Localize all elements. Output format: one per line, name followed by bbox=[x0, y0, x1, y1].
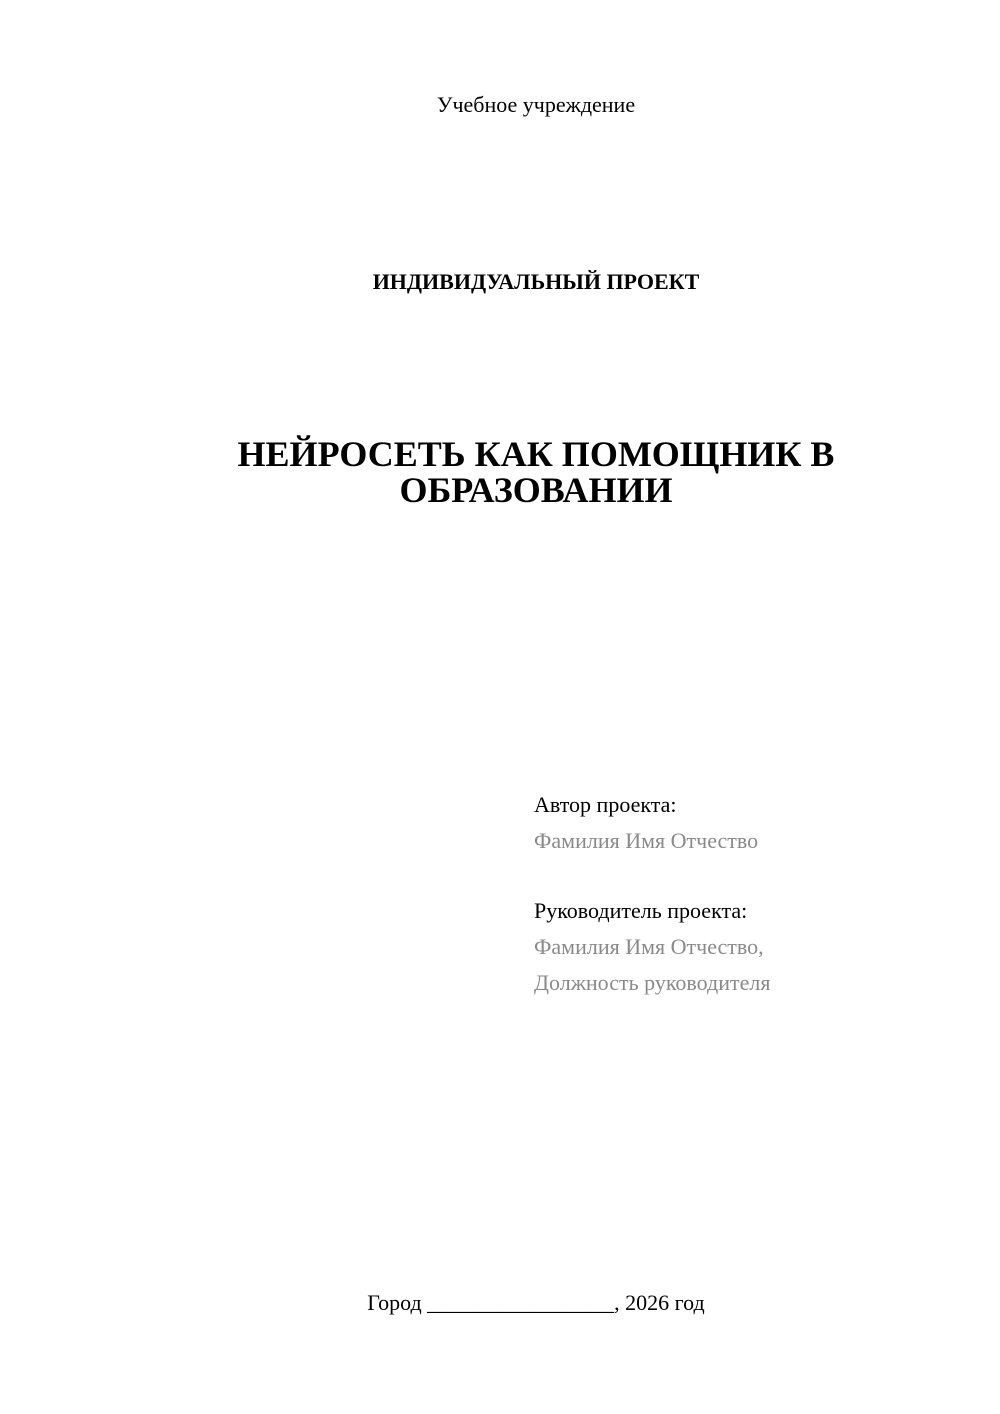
project-title bbox=[0, 436, 1000, 508]
meta-spacer bbox=[534, 859, 954, 893]
supervisor-position-placeholder: Должность руководителя bbox=[534, 970, 771, 995]
supervisor-name-placeholder: Фамилия Имя Отчество, bbox=[534, 934, 764, 959]
project-meta-block bbox=[534, 787, 954, 1001]
city-year-footer: Город _________________, 2026 год bbox=[367, 1290, 705, 1315]
project-title-line-1: НЕЙРОСЕТЬ КАК ПОМОЩНИК В bbox=[237, 434, 835, 474]
project-type-heading: ИНДИВИДУАЛЬНЫЙ ПРОЕКТ bbox=[372, 269, 700, 294]
author-name-placeholder: Фамилия Имя Отчество bbox=[534, 828, 759, 853]
supervisor-label: Руководитель проекта: bbox=[534, 898, 748, 923]
project-title-line-2: ОБРАЗОВАНИИ bbox=[399, 470, 673, 510]
author-label: Автор проекта: bbox=[534, 792, 677, 817]
institution-name: Учебное учреждение bbox=[436, 92, 636, 117]
